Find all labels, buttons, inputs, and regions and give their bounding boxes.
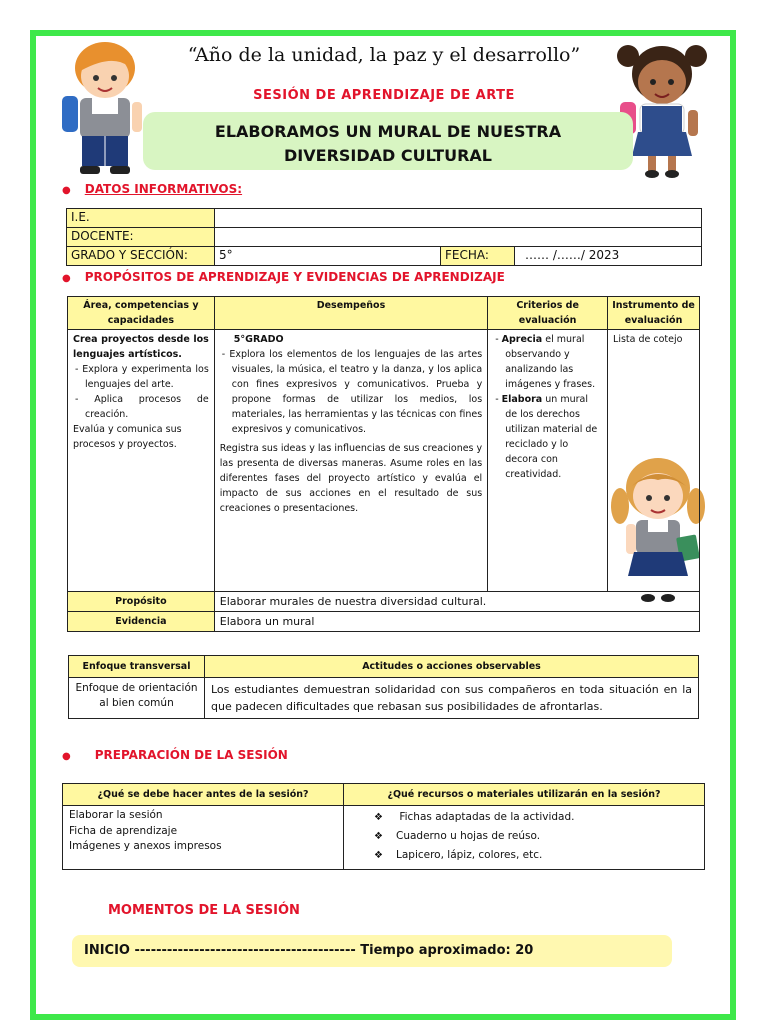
page-title <box>143 120 633 168</box>
inicio-label: INICIO <box>84 943 130 958</box>
datos-heading: ● DATOS INFORMATIVOS: <box>62 182 243 196</box>
evidencia-value: Elabora un mural <box>214 612 699 632</box>
propositos-table <box>67 296 700 632</box>
recursos-cell <box>344 806 705 870</box>
table-header-row <box>63 784 705 806</box>
col-recursos: ¿Qué recursos o materiales utilizarán en la sesión? <box>344 784 705 806</box>
capacidad-item: - Explora y experimenta los lenguajes del arte. <box>75 364 209 390</box>
antes-item: Elaborar la sesión <box>69 809 163 821</box>
ie-label: I.E. <box>67 209 215 228</box>
grado-label: GRADO Y SECCIÓN: <box>67 247 215 266</box>
col-criterios: Criterios de evaluación <box>488 297 608 330</box>
title-line-2: DIVERSIDAD CULTURAL <box>284 146 492 165</box>
antes-item: Ficha de aprendizaje <box>69 824 178 837</box>
desempeno-text: Registra sus ideas y las influencias de sus creaciones y las presenta de diversas maneras. Asume roles en las diferentes fases del proyecto artístico y evalúa el impacto de sus acciones en el resultado de sus creaciones o presentaciones. <box>219 443 483 514</box>
desempeno-item: - Explora los elementos de los lenguajes de las artes visuales, la música, el teatro y la danza, y los aplica con fines expresivos y comunicativos. Prueba y propone formas de utilizar los medios, los materiales, las herramientas y las técnicas con fines expresivos y comunicativos. <box>221 349 483 435</box>
proposito-label: Propósito <box>68 592 215 612</box>
table-row <box>68 592 700 612</box>
col-enfoque: Enfoque transversal <box>69 656 205 678</box>
bullet-icon: ● <box>62 185 71 196</box>
diamond-bullet-icon: ❖ <box>374 850 383 861</box>
col-antes: ¿Qué se debe hacer antes de la sesión? <box>63 784 344 806</box>
momentos-heading: MOMENTOS DE LA SESIÓN <box>108 903 300 918</box>
desempenos-cell <box>214 330 487 592</box>
antes-item: Imágenes y anexos impresos <box>69 840 222 852</box>
instrumento-cell: Lista de cotejo <box>608 330 700 592</box>
col-desempenos: Desempeños <box>214 297 487 330</box>
preparacion-heading: ● PREPARACIÓN DE LA SESIÓN <box>62 748 288 762</box>
bullet-icon: ● <box>62 751 71 762</box>
diamond-bullet-icon: ❖ <box>374 831 383 842</box>
enfoque-table <box>68 655 699 719</box>
fecha-value: …… /……/ 2023 <box>515 247 702 266</box>
table-header-row <box>69 656 699 678</box>
recurso-item: ❖ Cuaderno u hojas de reúso. <box>374 827 698 846</box>
proposito-value: Elaborar murales de nuestra diversidad cultural. <box>214 592 699 612</box>
col-actitudes: Actitudes o acciones observables <box>205 656 699 678</box>
diamond-bullet-icon: ❖ <box>374 812 383 823</box>
grado-value: 5° <box>215 247 441 266</box>
table-row <box>67 209 702 228</box>
capacidad-item: - Aplica procesos de creación. <box>75 394 209 420</box>
criterios-cell <box>488 330 608 592</box>
fecha-label: FECHA: <box>441 247 515 266</box>
table-header-row <box>68 297 700 330</box>
inicio-tiempo: Tiempo aproximado: 20 <box>360 943 534 958</box>
docente-label: DOCENTE: <box>67 228 215 247</box>
criterio-item: - Elabora un mural de los derechos utilizan material de reciclado y lo decora con creatividad. <box>495 394 598 480</box>
competencias-cell <box>68 330 215 592</box>
motto: “Año de la unidad, la paz y el desarrollo” <box>187 44 581 66</box>
capacidad-extra: Evalúa y comunica sus procesos y proyectos. <box>73 424 182 450</box>
ie-value <box>215 209 702 228</box>
table-row <box>68 330 700 592</box>
inicio-dashes: ----------------------------------------- <box>134 943 356 958</box>
col-instrumento: Instrumento de evaluación <box>608 297 700 330</box>
preparacion-table <box>62 783 705 870</box>
table-row <box>63 806 705 870</box>
actitud-value: Los estudiantes demuestran solidaridad con sus compañeros en toda situación en la que padecen dificultades que rebasan sus posibilidades de afrontarlas. <box>205 678 699 719</box>
col-area: Área, competencias y capacidades <box>68 297 215 330</box>
enfoque-value: Enfoque de orientación al bien común <box>69 678 205 719</box>
criterio-item: - Aprecia el mural observando y analizando las imágenes y frases. <box>495 334 596 390</box>
table-row <box>69 678 699 719</box>
bullet-icon: ● <box>62 273 71 284</box>
datos-table <box>66 208 702 266</box>
antes-cell <box>63 806 344 870</box>
recurso-item: ❖ Lapicero, lápiz, colores, etc. <box>374 846 698 865</box>
recurso-item: ❖ Fichas adaptadas de la actividad. <box>374 808 698 827</box>
session-title: SESIÓN DE APRENDIZAJE DE ARTE <box>253 88 515 103</box>
title-line-1: ELABORAMOS UN MURAL DE NUESTRA <box>214 122 562 141</box>
inicio-bar <box>72 935 672 967</box>
propositos-heading: ● PROPÓSITOS DE APRENDIZAJE Y EVIDENCIAS DE APRENDIZAJE <box>62 270 505 284</box>
table-row <box>67 228 702 247</box>
table-row <box>67 247 702 266</box>
docente-value <box>215 228 702 247</box>
table-row <box>68 612 700 632</box>
evidencia-label: Evidencia <box>68 612 215 632</box>
competencia: Crea proyectos desde los lenguajes artísticos. <box>73 334 209 360</box>
grado-label: 5°GRADO <box>233 334 284 345</box>
